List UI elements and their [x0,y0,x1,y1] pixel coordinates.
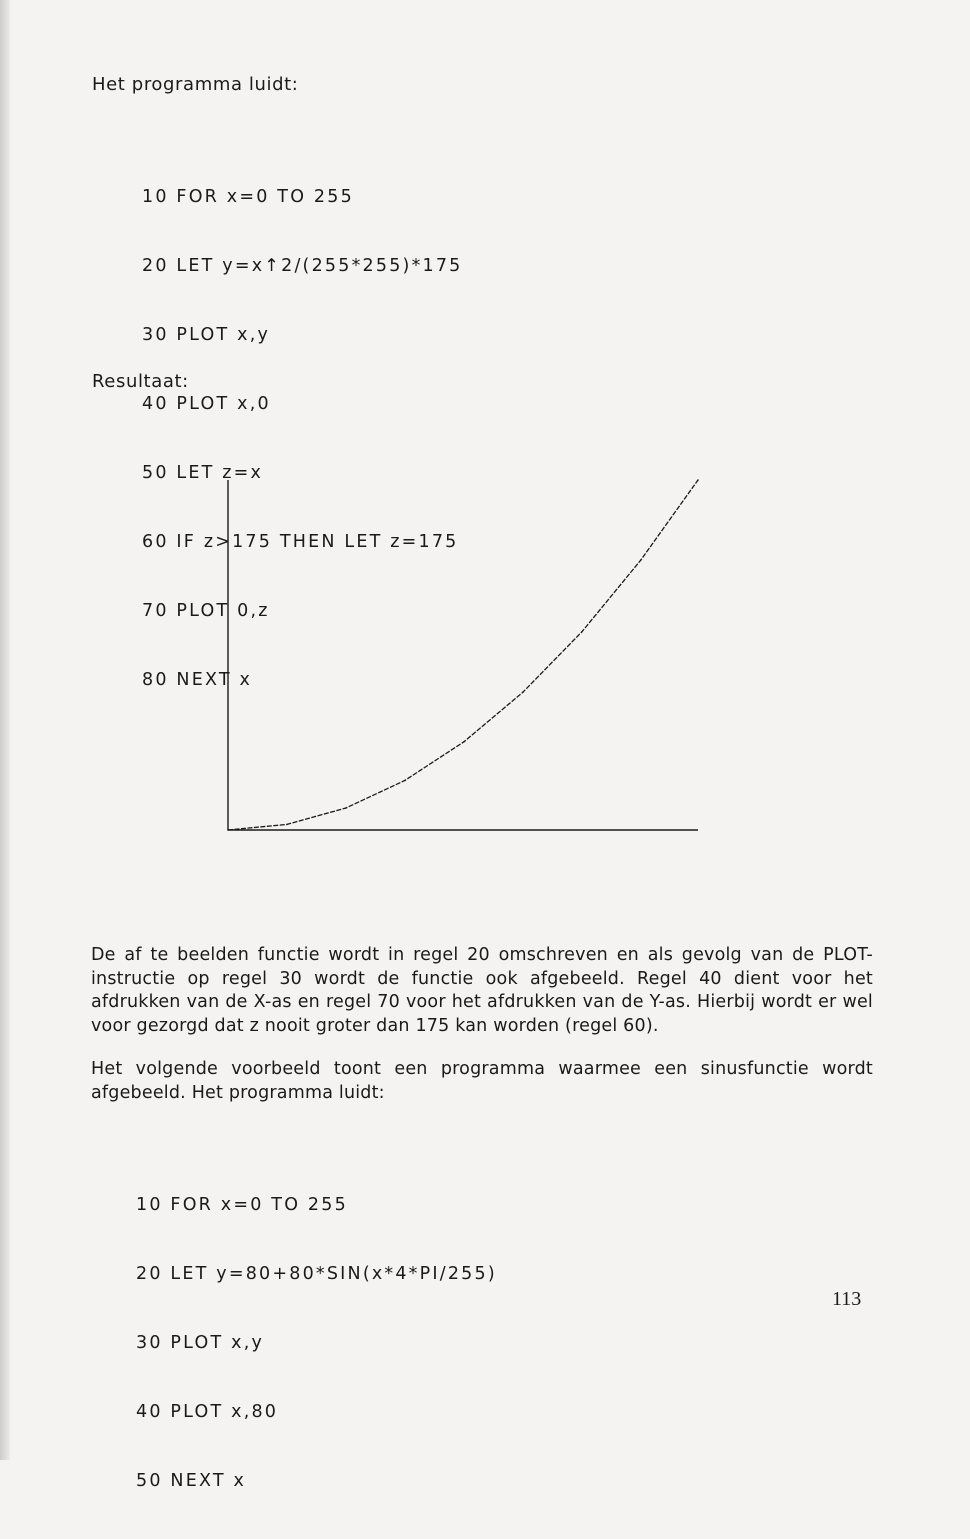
data-point [463,741,465,743]
data-point [522,691,524,693]
code-line: 60 IF z>175 THEN LET z=175 [142,532,459,552]
code-line: 20 LET y=x↑2/(255*255)*175 [142,256,463,276]
code-line: 50 LET z=x [142,463,264,483]
paragraph-1: De af te beelden functie wordt in regel 20 omschreven en als gevolg van de PLOT-instructie op regel 30 wordt de functie ook afgebeeld. Regel 40 dient voor het afdrukken van de X-as en regel 70 voor het afdrukken van de Y-as. Hierbij wordt er wel voor gezorgd dat z nooit groter dan 175 kan worden (regel 60). [91,945,873,1036]
code-line: 30 PLOT x,y [142,325,271,345]
code-line: 40 PLOT x,0 [142,394,271,414]
paragraph-2: Het volgende voorbeeld toont een programma waarmee een sinusfunctie wordt afgebeeld. Het programma luidt: [91,1059,873,1103]
data-point [697,479,699,481]
intro-text: Het programma luidt: [92,74,299,95]
data-point [581,631,583,633]
code-line: 30 PLOT x,y [136,1333,265,1353]
data-point [640,559,642,561]
page-edge [0,0,10,1460]
program-listing-2 [136,1148,497,1539]
page-number: 113 [832,1288,862,1310]
code-line: 80 NEXT x [142,670,253,690]
code-line: 10 FOR x=0 TO 255 [142,187,354,207]
data-point [404,780,406,782]
code-line: 70 PLOT 0,z [142,601,270,621]
data-point [286,824,288,826]
code-line: 10 FOR x=0 TO 255 [136,1195,348,1215]
data-point [345,807,347,809]
result-label: Resultaat: [92,371,189,392]
data-point [227,829,229,831]
parabola-plot [220,470,720,840]
parabola-series-line [228,480,698,830]
code-line: 50 NEXT x [136,1471,247,1491]
code-line: 20 LET y=80+80*SIN(x*4*PI/255) [136,1264,497,1284]
code-line: 40 PLOT x,80 [136,1402,279,1422]
